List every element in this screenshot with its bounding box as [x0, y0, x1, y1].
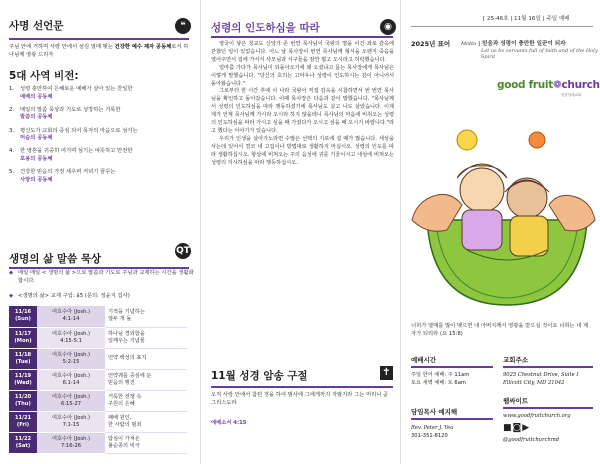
- qt-row: [9, 411, 187, 432]
- diamond-bullet-icon: ◆: [9, 270, 14, 276]
- vision-item-em: 머슴의 공동체: [20, 135, 53, 142]
- qt-title: 생명의 삶 말씀 묵상: [9, 253, 102, 265]
- vision-item: [9, 148, 194, 163]
- qt-ref-cell: 여호수아 (Josh.) 6:1-14: [37, 369, 105, 390]
- motto-korean: 믿음과 성령이 충만한 일꾼이 되자: [482, 41, 566, 47]
- verse-text: 오직 사랑 안에서 참된 것을 하여 범사에 그에게까지 자랄지라 그는 머리니 곧 그리스도라: [211, 392, 389, 406]
- social-handle[interactable]: @goodfruitchurchmd: [503, 437, 560, 443]
- divider: [411, 366, 493, 368]
- vision-item-em: 포용의 공동체: [20, 155, 53, 162]
- pastor-phone: 301-351-8120: [411, 433, 448, 439]
- youtube-icon[interactable]: ▶: [522, 423, 531, 433]
- qt-day-cell: 11/20 (Thu): [9, 390, 37, 411]
- mission-text: [9, 43, 193, 59]
- qt-ref-cell: 여호수아 (Josh.) 6:15-27: [37, 390, 105, 411]
- qt-title-cell: 언약궤를 중심에 둔 믿음의 행진: [105, 369, 187, 390]
- logo-mark-icon: ❁: [552, 79, 562, 91]
- qt-row: [9, 327, 187, 348]
- worship-line: 주일 한어 예배: 주 11am: [411, 372, 470, 378]
- divider: [503, 407, 593, 409]
- motto-year: 2025년 표어: [411, 40, 451, 48]
- verse-reference: 에베소서 4:15: [211, 420, 247, 426]
- article-title: 성령의 인도하심을 따라: [211, 22, 320, 34]
- vision-item-num: 3.: [9, 127, 15, 134]
- qt-day-cell: 11/16 (Sun): [9, 306, 37, 327]
- facebook-icon[interactable]: ■: [503, 423, 513, 433]
- vision-item: [9, 86, 194, 101]
- right-column: [400, 0, 600, 464]
- diamond-bullet-icon: ◆: [9, 293, 14, 299]
- article-body: [211, 41, 394, 168]
- mission-text-bold: 건강한 예수 제자 공동체: [114, 44, 172, 50]
- logo-text: good fruit: [497, 79, 553, 91]
- divider: [211, 386, 393, 388]
- qt-day-cell: 11/21 (Fri): [9, 411, 37, 432]
- vision-item-text: 평신도가 교회의 중심 되어 목자의 마음으로 섬기는: [20, 127, 138, 134]
- qt-ref-cell: 여호수아 (Josh.) 4:15-5:1: [37, 327, 105, 348]
- qt-row: [9, 432, 187, 453]
- vision-item-text: 한 영혼을 귀중히 여기며 섬기는 따뜻하고 안전한: [20, 148, 133, 155]
- vision-title: 5대 사역 비전:: [9, 70, 79, 82]
- pastor-name: Rev. Peter J. Yea: [411, 425, 454, 431]
- vision-item-num: 1.: [9, 86, 15, 92]
- qt-ref-cell: 여호수아 (Josh.) 5:2-15: [37, 348, 105, 369]
- mission-title: 사명 선언문: [9, 20, 64, 32]
- article-paragraph: 우리가 인생을 살아가노라면 수많은 선택의 기로에 설 때가 많습니다. 세상을 사는데 있어서 결코 내 고집이나 방법대로 생활하지 마십시오. 성령의 인도를 따라 생활하십시오. 항상에 비쳐오는 주의 음성에 귀를 기울이시고 내심에 비쳐오는 성령의 지시하심을 따라 행동하십시오.: [211, 135, 394, 166]
- qt-title-cell: 언약 백성의 표지: [105, 348, 187, 369]
- vision-list: [9, 86, 194, 190]
- verse-title: 11월 성경 암송 구절: [211, 370, 308, 382]
- instagram-icon[interactable]: ◙: [512, 423, 523, 433]
- qt-title-cell: 하나님 경외함을 일깨우는 기념물: [105, 327, 187, 348]
- qt-ref-cell: 여호수아 (Josh.) 7:16-26: [37, 432, 105, 453]
- left-column: [0, 0, 200, 464]
- vision-item-num: 2.: [9, 106, 15, 113]
- cross-icon: ✝: [380, 366, 393, 380]
- mission-text-suffix: 로서 하나님께 영광 드리자: [9, 44, 189, 58]
- website-title: 웹싸이트: [503, 397, 529, 405]
- qt-ref-cell: 여호수아 (Josh.) 4:1-14: [37, 306, 105, 327]
- qt-title-cell: 기적을 기념하는 열두 개 돌: [105, 306, 187, 327]
- article-paragraph: 그로부터 한 시간 후에 이 나라 국왕이 직접 감옥을 시찰하면서 번 번연 목사님을 확인하고 돌아갔습니다. 이때 목사장은 다음과 같이 말했습니다. "목사님께서 성령의 인도하심을 따라 행동하셨기에 목사님도 살고 나도 살았습니다. 이제 제가 언제 목사님께 가시라 오시라 하지 않을테니 목사님의 마음에 비취오는 성령의 인도하심을 따라 가시고 싶을 때 가셨다가 오시고 싶을 때 오시기 바랍니다."라고 했다는 이야기가 있습니다.: [211, 88, 394, 134]
- divider: [411, 26, 593, 27]
- pastor-title: 담임목사 예지해: [411, 408, 458, 416]
- divider: [9, 38, 189, 40]
- qt-ref-cell: 여호수아 (Josh.) 7:1-15: [37, 411, 105, 432]
- qt-title-cell: 거룩한 전쟁 속 구원의 은혜: [105, 390, 187, 411]
- vision-item-text: 건강한 믿음의 가정 세우며 저녁기 꿈꾸는: [20, 169, 116, 176]
- logo-text-church: church: [561, 79, 600, 91]
- globe-icon: ◉: [380, 19, 396, 35]
- qt-schedule-table: [9, 306, 187, 454]
- vision-item: [9, 169, 194, 184]
- address-line: 9025 Chestnut Drive, Suite I: [503, 372, 579, 378]
- divider: [503, 366, 593, 368]
- fruit-basket-illustration: [407, 70, 600, 315]
- qt-purchase-text: <생명의 삶> 교재 구입: $5 (문의: 정윤지 집사): [18, 293, 130, 299]
- qt-day-cell: 11/19 (Wed): [9, 369, 37, 390]
- social-icons[interactable]: [503, 424, 530, 432]
- qt-row: [9, 369, 187, 390]
- article-paragraph: 영국이 낳은 청교도 신앙가 존 번연 목사님이 국왕의 명을 어긴 죄로 감옥에 갇혔던 일이 있었습니다. 어느 날 목사장이 번연 목사님께 형식을 오랜지 죽음을 열어주면서 집에 가서서 사모님과 식구들을 잠깐 뵙고 오시라고 허락했습니다.: [211, 41, 394, 63]
- address-title: 교회주소: [503, 356, 529, 364]
- motto-english: Let us be servants full of faith and of the Holy Spirit: [481, 48, 598, 60]
- qt-icon: QT: [175, 243, 191, 259]
- qt-day-cell: 11/22 (Sat): [9, 432, 37, 453]
- worship-title: 예배시간: [411, 356, 437, 364]
- divider: [211, 36, 393, 38]
- qt-row: [9, 306, 187, 327]
- vision-item-text: 매일의 말씀 묵상과 기도로 성장하는 거룩한: [20, 106, 121, 113]
- worship-line: 토요 새벽 예배: 토 6am: [411, 380, 466, 386]
- bulletin-header: [ 25-46호 | 11월 16일 | 주일 예배: [483, 16, 570, 22]
- vision-item-em: 예배의 공동체: [20, 93, 53, 100]
- mission-text-prefix: 주님 안에 거하며 사랑 안에서 섬김 열매 맺는: [9, 44, 115, 50]
- qt-day-cell: 11/17 (Mon): [9, 327, 37, 348]
- qt-row: [9, 390, 187, 411]
- qt-info-line: [9, 269, 194, 285]
- vision-item: [9, 107, 194, 122]
- logo-subtitle: 선한열매교회: [561, 93, 582, 97]
- motto-label: Motto: [461, 41, 477, 47]
- vision-item-text: 성령 충만하여 은혜로운 예배가 살아 있는 찬일한: [20, 86, 133, 92]
- quote-icon: ❝: [175, 18, 191, 34]
- vision-item: [9, 128, 194, 143]
- vision-item-em: 말씀의 공동체: [20, 114, 53, 121]
- qt-purchase-line: [9, 292, 194, 300]
- website-link[interactable]: www.goodfruitchurch.org: [503, 413, 571, 419]
- bottom-verse: 너희가 열매를 많이 맺으면 내 아버지께서 영광을 받으실 것이요 너희는 내 제자가 되리라 (요 15:8): [411, 323, 589, 337]
- divider: [411, 418, 493, 420]
- article-paragraph: 얼마쯤 가다가 목사님이 되돌아오기에 왜 오셨냐고 묻는 목사장에게 목사님은 이렇게 말했습니다. "당신의 호의는 고마우나 성령이 인도하시는 감이 아니어서 돌아왔습니다.": [211, 64, 394, 87]
- motto-text: Motto | 믿음과 성령이 충만한 일꾼이 되자: [461, 41, 566, 47]
- qt-row: [9, 348, 187, 369]
- vision-item-num: 5.: [9, 169, 15, 176]
- qt-title-cell: 패배 원인, 한 사람의 범죄: [105, 411, 187, 432]
- middle-column: [200, 0, 400, 464]
- church-logo: [497, 79, 600, 91]
- address-line: Ellicott City, MD 21042: [503, 380, 565, 386]
- qt-info-text: 매일 매일 < 생명의 삶 >으로 말씀과 기도로 주님과 교제하는 시간을 생활화 합시다.: [18, 270, 194, 284]
- vision-item-em: 사랑의 공동체: [20, 176, 53, 183]
- qt-title-cell: 탐심이 가져온 불순종의 비극: [105, 432, 187, 453]
- qt-day-cell: 11/18 (Tue): [9, 348, 37, 369]
- vision-item-num: 4.: [9, 148, 15, 155]
